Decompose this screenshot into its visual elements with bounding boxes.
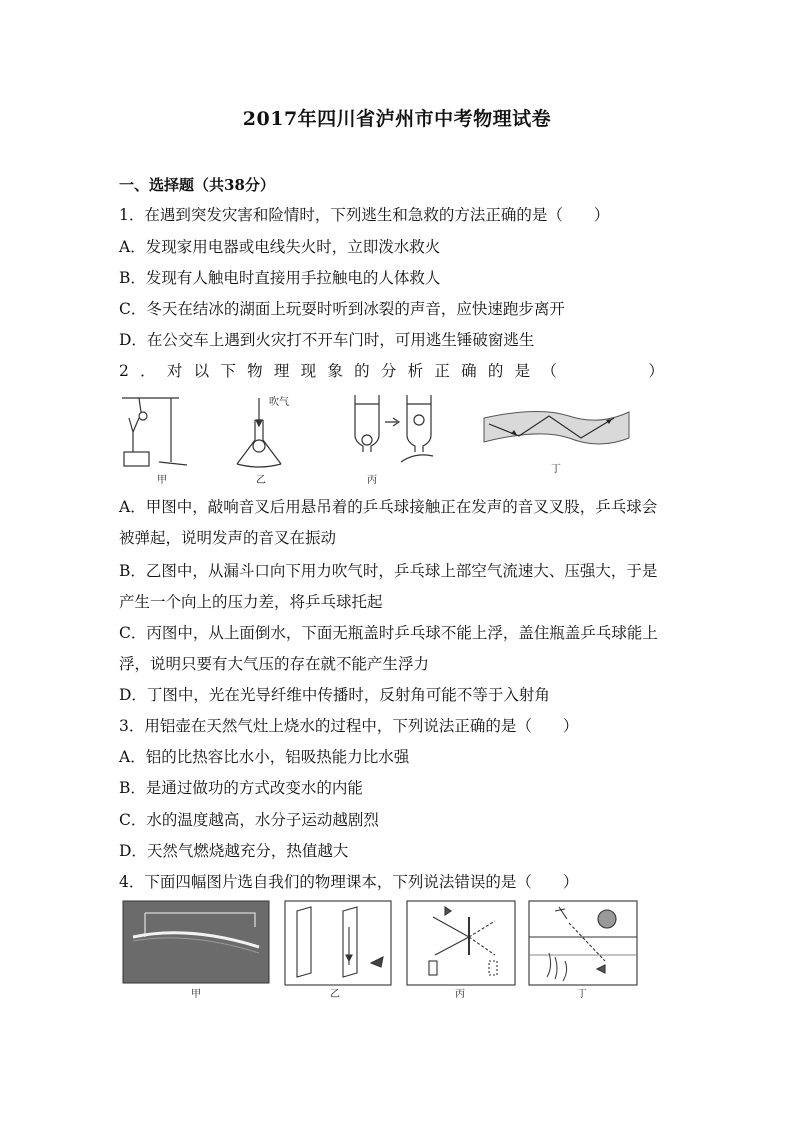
q4-figure — [119, 897, 644, 1001]
optical-fiber-diagram — [484, 411, 629, 444]
q2-option-a-line1[interactable]: A．甲图中，敲响音叉后用悬吊着的乒乓球接触正在发声的音叉叉股，乒乓球会 — [119, 498, 658, 516]
q3-stem: 3．用铝壶在天然气灶上烧水的过程中，下列说法正确的是（ ） — [119, 717, 579, 735]
q1-option-c[interactable]: C．冬天在结冰的湖面上玩耍时听到冰裂的声音，应快速跑步离开 — [119, 300, 565, 318]
q2-option-d[interactable]: D．丁图中，光在光导纤维中传播时，反射角可能不等于入射角 — [119, 686, 550, 704]
q2-option-b-line1[interactable]: B．乙图中，从漏斗口向下用力吹气时，乒乓球上部空气流速大、压强大，于是 — [119, 562, 658, 580]
q4-fig-label-jia: 甲 — [191, 989, 201, 1000]
q4-fig-label-ding: 丁 — [577, 989, 587, 1000]
q3-option-d[interactable]: D．天然气燃烧越充分，热值越大 — [119, 842, 349, 860]
funnel-diagram — [237, 398, 281, 467]
q2-figure — [119, 390, 634, 488]
q4-stem: 4．下面四幅图片选自我们的物理课本，下列说法错误的是（ ） — [119, 873, 579, 891]
q2-fig-label-jia: 甲 — [157, 475, 167, 486]
tuning-fork-diagram — [122, 398, 187, 466]
mirror-reflection-diagram — [407, 901, 515, 985]
q3-option-c[interactable]: C．水的温度越高，水分子运动越剧烈 — [119, 811, 379, 829]
q2-stem: 2 ． 对 以 下 物 理 现 象 的 分 析 正 确 的 是 （ ） — [119, 362, 664, 380]
q2-option-c-line2: 浮，说明只要有大气压的存在就不能产生浮力 — [119, 655, 430, 673]
water-stream-photo — [123, 901, 269, 983]
q1-option-d[interactable]: D．在公交车上遇到火灾打不开车门时，可用逃生锤破窗逃生 — [119, 331, 535, 349]
q1-option-a[interactable]: A．发现家用电器或电线失火时，立即泼水救火 — [119, 238, 441, 256]
glass-block-diagram — [285, 901, 391, 985]
q2-option-b-line2: 产生一个向上的压力差，将乒乓球托起 — [119, 593, 383, 611]
q4-fig-label-yi: 乙 — [330, 989, 340, 1000]
section-heading: 一、选择题（共38分） — [119, 176, 275, 194]
q1-option-b[interactable]: B．发现有人触电时直接用手拉触电的人体救人 — [119, 269, 441, 287]
q4-fig-label-bing: 丙 — [455, 989, 465, 1000]
q2-option-c-line1[interactable]: C．丙图中，从上面倒水，下面无瓶盖时乒乓球不能上浮，盖住瓶盖乒乓球能上 — [119, 624, 658, 642]
q2-fig-label-bing: 丙 — [367, 475, 377, 486]
fishing-scene-diagram — [529, 901, 637, 985]
q2-fig-label-yi: 乙 — [256, 475, 266, 486]
page-title: 2017年四川省泸州市中考物理试卷 — [242, 108, 552, 130]
q2-fig-text-blow: 吹气 — [269, 397, 289, 408]
q1-stem: 1．在遇到突发灾害和险情时，下列逃生和急救的方法正确的是（ ） — [119, 206, 610, 224]
q3-option-b[interactable]: B．是通过做功的方式改变水的内能 — [119, 779, 363, 797]
bottle-diagram — [355, 395, 433, 462]
q2-fig-label-ding: 丁 — [551, 464, 561, 475]
q3-option-a[interactable]: A．铝的比热容比水小，铝吸热能力比水强 — [119, 748, 410, 766]
q2-option-a-line2: 被弹起，说明发声的音叉在振动 — [119, 529, 337, 547]
